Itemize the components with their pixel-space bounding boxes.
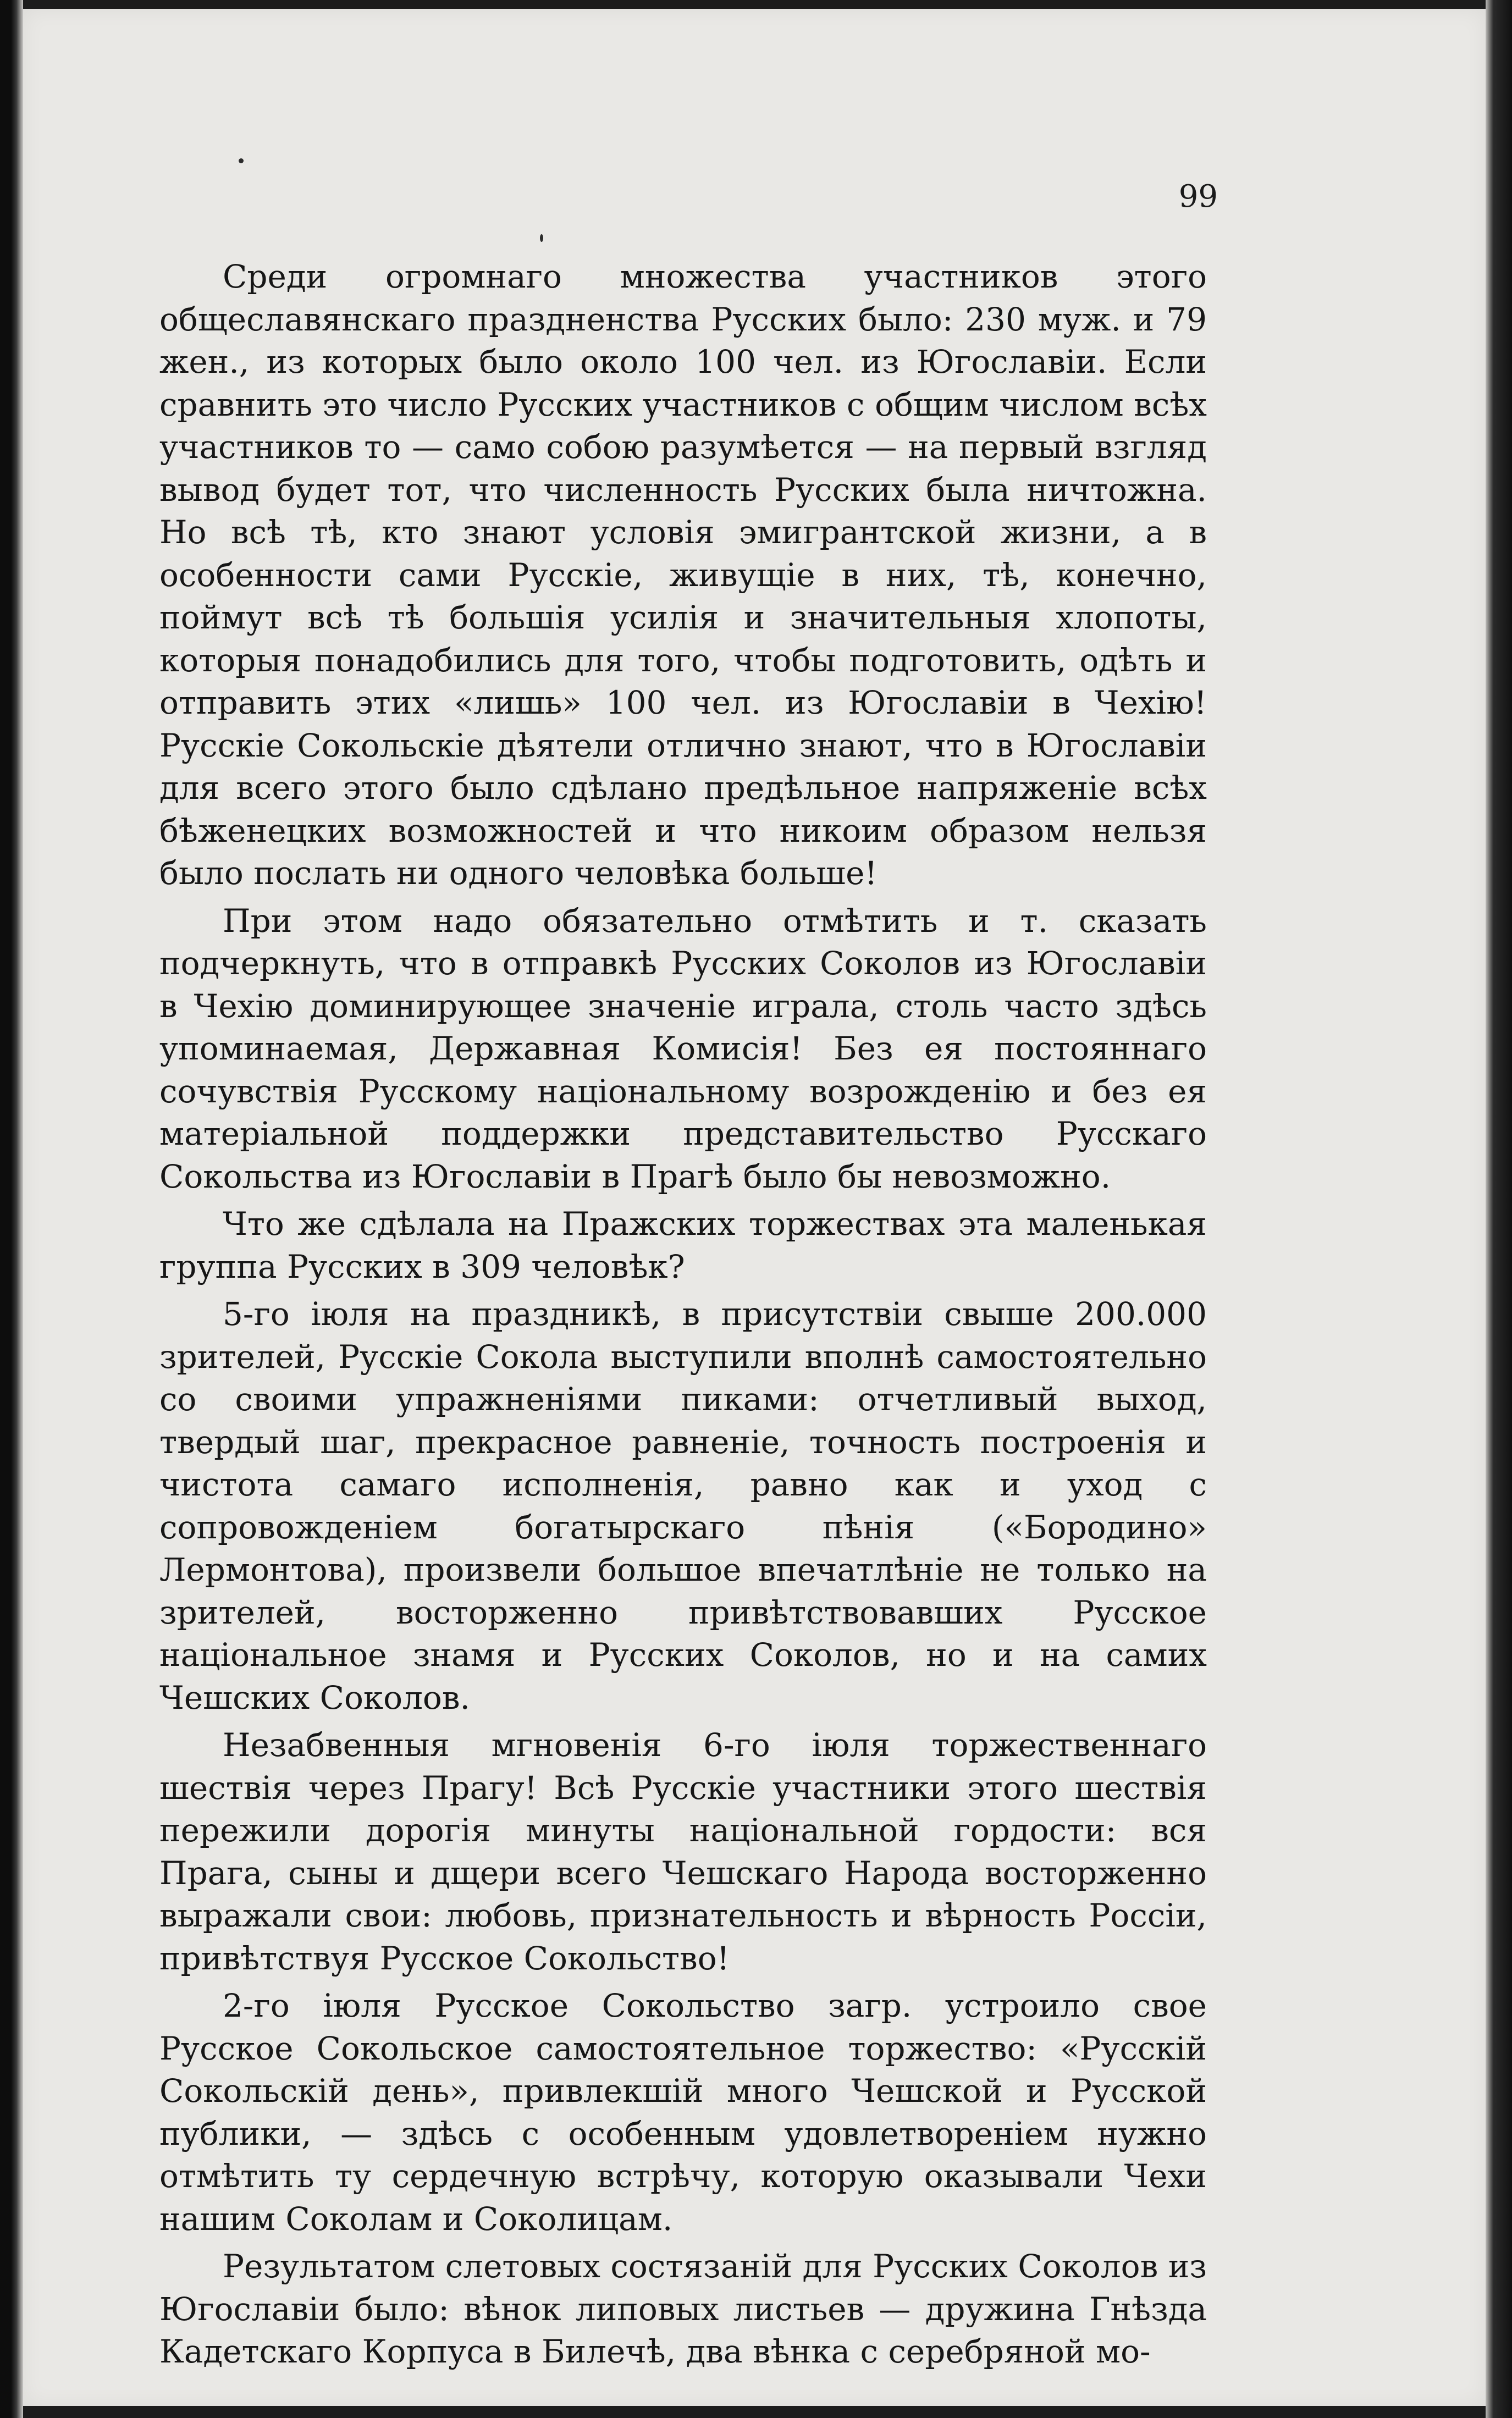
paragraph: 5-го іюля на праздникѣ, в присутствіи свыше 200.000 зрителей, Русскіе Сокола выступили вполнѣ самостоятельно со своими упражненіями пиками: отчетливый выход, твердый шаг, прекрасное равненіе, точность построенія и чистота самаго исполненія, равно как и уход с сопровожденіем богатырскаго пѣнія («Бородино» Лермонтова), произвели большое впечатлѣніе не только на зрителей, восторженно привѣтствовавших Русское національное знамя и Русских Соколов, но и на самих Чешских Соколов. <box>159 1295 1207 1716</box>
paragraph: Среди огромнаго множества участников этого общеславянскаго праздненства Русских было: 230 муж. и 79 жен., из которых было около 100 чел. из Югославіи. Если сравнить это число Русских участников с общим числом всѣх участников то — само собою разумѣется — на первый взгляд вывод будет тот, что численность Русских была ничтожна. Но всѣ тѣ, кто знают условія эмигрантской жизни, а в особенности сами Русскіе, живущіе в них, тѣ, конечно, поймут всѣ тѣ большія усилія и значительныя хлопоты, которыя понадобились для того, чтобы подготовить, одѣть и отправить этих «лишь» 100 чел. из Югославіи в Чехію! Русскіе Сокольскіе дѣятели отлично знают, что в Югославіи для всего этого было сдѣлано предѣльное напряженіе всѣх бѣженецких возможностей и что никоим образом нельзя было послать ни одного человѣка больше! <box>159 258 1207 892</box>
paragraph: 2-го іюля Русское Сокольство загр. устроило свое Русское Сокольское самостоятельное торжество: «Русскій Сокольскій день», привлекшій много Чешской и Русской публики, — здѣсь с особенным удовлетвореніем нужно отмѣтить ту сердечную встрѣчу, которую оказывали Чехи нашим Соколам и Соколицам. <box>159 1987 1207 2238</box>
scan-speck <box>540 234 543 242</box>
paragraph: Что же сдѣлала на Пражских торжествах эта маленькая группа Русских в 309 человѣк? <box>159 1205 1207 1285</box>
scan-speck <box>239 158 244 163</box>
paragraph: Результатом слетовых состязаній для Русских Соколов из Югославіи было: вѣнок липовых листьев — дружина Гнѣзда Кадетскаго Корпуса в Билечѣ, два вѣнка с серебряной мо- <box>159 2248 1207 2370</box>
scan-right-edge <box>1486 0 1512 2418</box>
page-number: 99 <box>1178 179 1218 214</box>
paragraph: Незабвенныя мгновенія 6-го іюля торжественнаго шествія через Прагу! Всѣ Русскіе участники этого шествія пережили дорогія минуты національной гордости: вся Прага, сыны и дщери всего Чешскаго Народа восторженно выражали свои: любовь, признательность и вѣрность Россіи, привѣтствуя Русское Сокольство! <box>159 1726 1207 1977</box>
paragraph: При этом надо обязательно отмѣтить и т. сказать подчеркнуть, что в отправкѣ Русских Соколов из Югославіи в Чехію доминирующее значеніе играла, столь часто здѣсь упоминаемая, Державная Комисія! Без ея постояннаго сочувствія Русскому національному возрожденію и без ея матеріальной поддержки представительство Русскаго Сокольства из Югославіи в Прагѣ было бы невозможно. <box>159 902 1207 1195</box>
scan-left-edge <box>0 0 23 2418</box>
body-text <box>159 256 1207 2378</box>
